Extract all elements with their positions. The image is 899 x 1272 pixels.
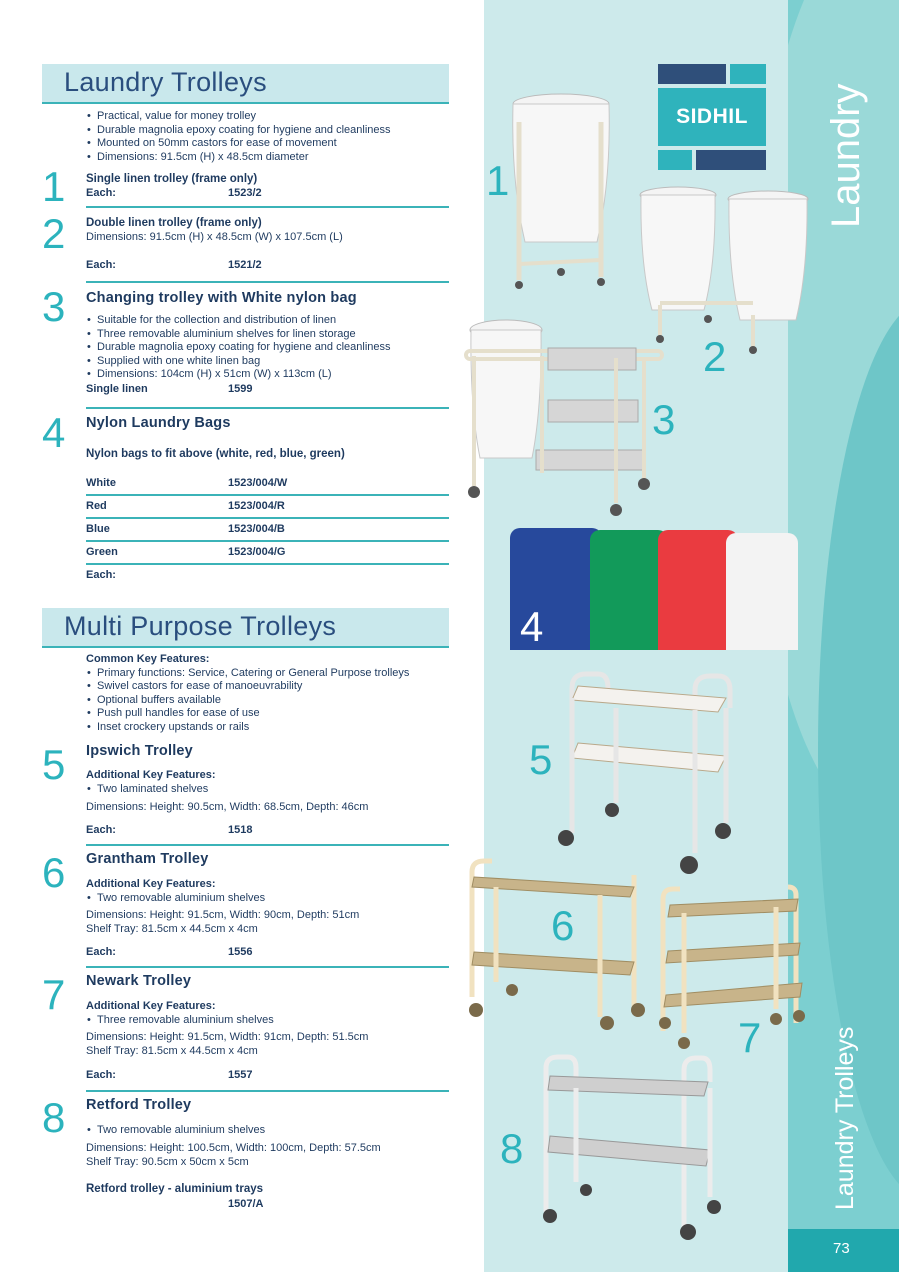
white-bag bbox=[726, 533, 798, 650]
product-name: Double linen trolley (frame only) bbox=[86, 217, 262, 229]
price-row bbox=[86, 383, 449, 395]
divider bbox=[86, 844, 449, 846]
feature-item: • Suitable for the collection and distribution of linen bbox=[86, 314, 449, 328]
product-dimensions bbox=[86, 1142, 449, 1169]
feature-item: • Dimensions: 104cm (H) x 51cm (W) x 113cm (L) bbox=[86, 368, 449, 382]
product-name: Grantham Trolley bbox=[86, 851, 209, 867]
variant-label: Blue bbox=[86, 523, 110, 535]
category-label: Laundry bbox=[824, 83, 868, 228]
feature-item: • Swivel castors for ease of manoeuvrability bbox=[86, 680, 449, 694]
image-number: 7 bbox=[738, 1014, 762, 1061]
additional-features-heading: Additional Key Features: bbox=[86, 1000, 216, 1012]
shelf-tray-text: Shelf Tray: 90.5cm x 50cm x 5cm bbox=[86, 1155, 249, 1168]
item-number: 8 bbox=[42, 1094, 66, 1141]
product-dimensions: Dimensions: 91.5cm (H) x 48.5cm (W) x 107.5cm (L) bbox=[86, 231, 343, 243]
item-number: 5 bbox=[42, 741, 66, 788]
product-code: 1556 bbox=[228, 946, 253, 958]
product-details bbox=[86, 1124, 449, 1138]
feature-item: • Three removable aluminium shelves bbox=[86, 1014, 449, 1028]
product-name: Changing trolley with White nylon bag bbox=[86, 290, 357, 306]
image-number: 1 bbox=[486, 157, 510, 204]
product-code: 1507/A bbox=[228, 1198, 264, 1210]
subcategory-label: Laundry Trolleys bbox=[831, 1026, 859, 1210]
variant-row bbox=[86, 477, 449, 489]
single-linen-trolley-image bbox=[505, 92, 615, 292]
each-label: Each: bbox=[86, 187, 116, 199]
divider bbox=[86, 517, 449, 519]
feature-item: • Inset crockery upstands or rails bbox=[86, 721, 449, 735]
section-title: Laundry Trolleys bbox=[64, 67, 267, 97]
feature-item: • Durable magnolia epoxy coating for hygiene and cleanliness bbox=[86, 124, 449, 138]
item-number: 2 bbox=[42, 210, 66, 257]
dimensions-text: Dimensions: Height: 100.5cm, Width: 100cm, Depth: 57.5cm bbox=[86, 1142, 381, 1154]
item-number: 1 bbox=[42, 163, 66, 210]
price-row bbox=[86, 569, 449, 581]
feature-item: • Supplied with one white linen bag bbox=[86, 355, 449, 369]
item-number: 3 bbox=[42, 283, 66, 330]
nylon-bags-image bbox=[510, 528, 798, 650]
each-label: Each: bbox=[86, 946, 116, 958]
variant-row bbox=[86, 546, 449, 558]
feature-item: • Practical, value for money trolley bbox=[86, 110, 449, 124]
product-details bbox=[86, 769, 449, 796]
additional-features-heading: Additional Key Features: bbox=[86, 769, 216, 781]
product-code: 1523/004/W bbox=[228, 477, 288, 489]
product-code: 1557 bbox=[228, 1069, 253, 1081]
product-code: 1599 bbox=[228, 383, 253, 395]
price-row bbox=[86, 259, 449, 271]
divider bbox=[86, 540, 449, 542]
page-number: 73 bbox=[833, 1240, 850, 1257]
image-number: 5 bbox=[529, 736, 553, 783]
feature-item: • Dimensions: 91.5cm (H) x 48.5cm diameter bbox=[86, 151, 449, 165]
shelf-tray-text: Shelf Tray: 81.5cm x 44.5cm x 4cm bbox=[86, 922, 258, 935]
divider bbox=[86, 966, 449, 968]
price-row bbox=[86, 1069, 449, 1081]
variant-label: White bbox=[86, 477, 116, 489]
product-code: 1523/2 bbox=[228, 187, 262, 199]
divider bbox=[86, 563, 449, 565]
price-row bbox=[86, 187, 449, 199]
image-number: 2 bbox=[703, 333, 727, 380]
feature-item: • Primary functions: Service, Catering or General Purpose trolleys bbox=[86, 667, 449, 681]
product-name: Retford Trolley bbox=[86, 1097, 192, 1113]
divider bbox=[86, 494, 449, 496]
feature-item: • Two removable aluminium shelves bbox=[86, 1124, 449, 1138]
dimensions-text: Dimensions: Height: 91.5cm, Width: 91cm, Depth: 51.5cm bbox=[86, 1031, 369, 1043]
image-number: 4 bbox=[520, 603, 544, 650]
feature-item: • Optional buffers available bbox=[86, 694, 449, 708]
item-number: 6 bbox=[42, 849, 66, 896]
variant-label: Green bbox=[86, 546, 118, 558]
divider bbox=[86, 1090, 449, 1092]
each-label: Each: bbox=[86, 1069, 116, 1081]
sidhil-logo bbox=[658, 64, 766, 170]
common-features-heading: Common Key Features: bbox=[86, 653, 210, 665]
product-details bbox=[86, 878, 449, 905]
product-name: Single linen trolley (frame only) bbox=[86, 173, 258, 185]
feature-item: • Two removable aluminium shelves bbox=[86, 892, 449, 906]
variant-name: Retford trolley - aluminium trays bbox=[86, 1183, 264, 1195]
feature-item: • Two laminated shelves bbox=[86, 783, 449, 797]
item-number: 7 bbox=[42, 971, 66, 1018]
variant-row bbox=[86, 523, 449, 535]
divider bbox=[86, 407, 449, 409]
product-name: Newark Trolley bbox=[86, 973, 192, 989]
product-dimensions: Dimensions: Height: 90.5cm, Width: 68.5cm, Depth: 46cm bbox=[86, 801, 369, 813]
price-row bbox=[86, 824, 449, 836]
product-name: Nylon Laundry Bags bbox=[86, 415, 231, 431]
each-label: Each: bbox=[86, 569, 116, 581]
product-name: Ipswich Trolley bbox=[86, 743, 193, 759]
variant-label: Red bbox=[86, 500, 107, 512]
page-number-box bbox=[788, 1229, 899, 1272]
image-number: 6 bbox=[551, 902, 575, 949]
additional-features-heading: Additional Key Features: bbox=[86, 878, 216, 890]
image-number: 3 bbox=[652, 396, 676, 443]
changing-trolley-image bbox=[466, 318, 666, 518]
laundry-trolleys-header bbox=[42, 64, 449, 104]
feature-item: • Mounted on 50mm castors for ease of movement bbox=[86, 137, 449, 151]
item-number: 4 bbox=[42, 409, 66, 456]
newark-trolley-image bbox=[658, 883, 808, 1053]
each-label: Each: bbox=[86, 824, 116, 836]
retford-trolley-image bbox=[538, 1052, 718, 1247]
product-code: 1523/004/R bbox=[228, 500, 285, 512]
section-title: Multi Purpose Trolleys bbox=[64, 611, 337, 641]
product-code: 1518 bbox=[228, 824, 253, 836]
product-code: 1521/2 bbox=[228, 259, 262, 271]
shelf-tray-text: Shelf Tray: 81.5cm x 44.5cm x 4cm bbox=[86, 1044, 258, 1057]
logo-text: SIDHIL bbox=[676, 105, 748, 128]
each-label: Each: bbox=[86, 259, 116, 271]
green-bag bbox=[590, 530, 668, 650]
price-row bbox=[86, 946, 449, 958]
feature-item: • Durable magnolia epoxy coating for hygiene and cleanliness bbox=[86, 341, 449, 355]
product-feature-list bbox=[86, 314, 449, 382]
feature-item: • Push pull handles for ease of use bbox=[86, 707, 449, 721]
product-details bbox=[86, 1000, 449, 1027]
divider bbox=[86, 206, 449, 208]
price-label: Single linen bbox=[86, 383, 148, 395]
multi-purpose-trolleys-header bbox=[42, 608, 449, 648]
common-features bbox=[86, 653, 449, 734]
product-code: 1523/004/B bbox=[228, 523, 285, 535]
image-number: 8 bbox=[500, 1125, 524, 1172]
variant-row bbox=[86, 500, 449, 512]
dimensions-text: Dimensions: Height: 91.5cm, Width: 90cm, Depth: 51cm bbox=[86, 909, 360, 921]
product-dimensions bbox=[86, 909, 449, 936]
divider bbox=[86, 281, 449, 283]
ipswich-trolley-image bbox=[550, 668, 740, 878]
product-code: 1523/004/G bbox=[228, 546, 286, 558]
product-dimensions bbox=[86, 1031, 449, 1058]
feature-item: • Three removable aluminium shelves for linen storage bbox=[86, 328, 449, 342]
laundry-feature-list bbox=[86, 110, 449, 164]
product-subtitle: Nylon bags to fit above (white, red, blue, green) bbox=[86, 448, 345, 460]
